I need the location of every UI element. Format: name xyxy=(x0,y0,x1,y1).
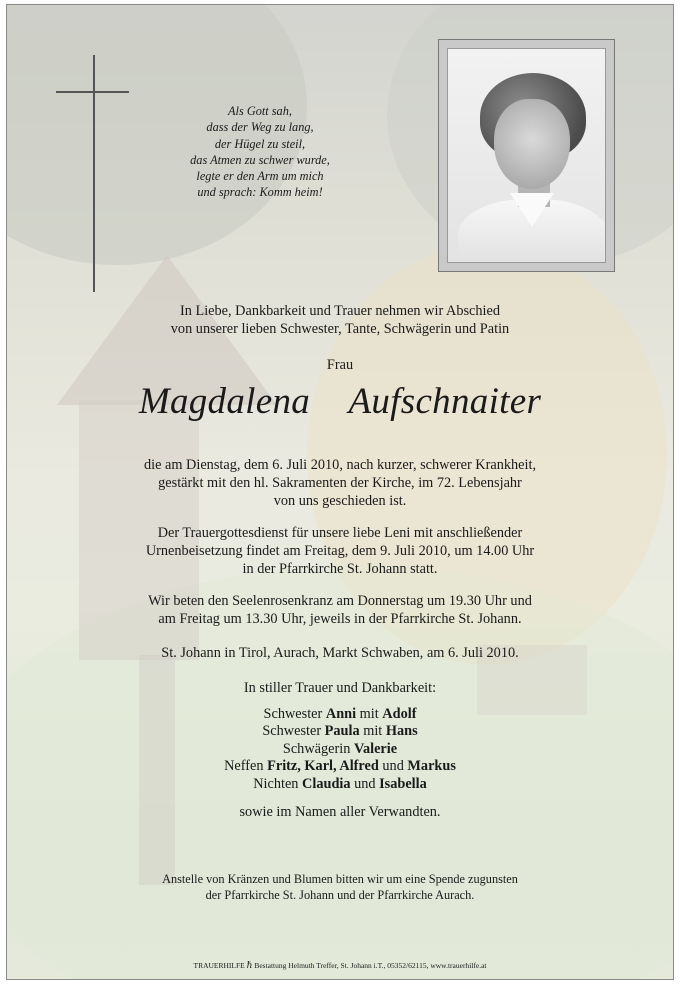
family-name: Valerie xyxy=(353,740,398,757)
funeral-line: in der Pfarrkirche St. Johann statt. xyxy=(242,561,438,577)
family-list xyxy=(0,706,680,793)
donation-line: der Pfarrkirche St. Johann und der Pfarrkirche Aurach. xyxy=(205,887,475,902)
family-relation: Schwester xyxy=(263,706,326,722)
family-line xyxy=(0,776,680,793)
family-relation: Nichten xyxy=(253,775,303,792)
family-name: Paula xyxy=(324,723,360,740)
donation-line: Anstelle von Kränzen und Blumen bitten wir um eine Spende zugunsten xyxy=(162,872,518,886)
death-notice-line: gestärkt mit den hl. Sakramenten der Kirche, im 72. Lebensjahr xyxy=(158,475,522,491)
family-name: Isabella xyxy=(379,775,427,792)
family-relation: Schwägerin xyxy=(282,740,354,757)
family-line xyxy=(0,723,680,740)
poem-line: der Hügel zu steil, xyxy=(214,136,306,151)
death-notice xyxy=(0,456,680,510)
family-connector: mit xyxy=(356,706,383,722)
family-name: Anni xyxy=(325,706,357,722)
family-name: Claudia xyxy=(302,775,351,792)
footer xyxy=(0,960,680,971)
portrait-photo xyxy=(447,48,606,263)
intro-line: von unserer lieben Schwester, Tante, Schwägerin und Patin xyxy=(170,321,510,337)
family-line xyxy=(0,706,680,723)
family-name: Fritz, Karl, Alfred xyxy=(267,758,379,775)
poem-line: Als Gott sah, xyxy=(228,104,292,118)
family-connector: und xyxy=(350,775,380,792)
footer-text: Bestattung Helmuth Treffer, St. Johann i.T., 05352/62115, www.trauerhilfe.at xyxy=(254,961,487,970)
funeral-line: Der Trauergottesdienst für unsere liebe Leni mit anschließender xyxy=(157,525,523,541)
family-line xyxy=(0,741,680,758)
intro-line: In Liebe, Dankbarkeit und Trauer nehmen wir Abschied xyxy=(179,303,500,319)
family-relation: Neffen xyxy=(224,758,268,775)
rosary-line: Wir beten den Seelenrosenkranz am Donnerstag um 19.30 Uhr und xyxy=(148,593,532,609)
family-relation: Schwester xyxy=(262,723,325,740)
family-name: Hans xyxy=(385,723,418,740)
family-name: Markus xyxy=(407,758,456,775)
footer-brand: TRAUERHILFE xyxy=(193,961,245,970)
portrait-frame xyxy=(438,39,615,272)
relatives-line: sowie im Namen aller Verwandten. xyxy=(239,804,441,820)
poem-line: legte er den Arm um mich xyxy=(196,169,324,184)
place-date: St. Johann in Tirol, Aurach, Markt Schwaben, am 6. Juli 2010. xyxy=(161,645,519,661)
intro-text xyxy=(0,302,680,338)
family-connector: mit xyxy=(359,723,386,740)
poem xyxy=(165,103,355,201)
deceased-name: Magdalena Aufschnaiter xyxy=(138,381,542,422)
family-name: Adolf xyxy=(382,706,417,722)
family-connector: und xyxy=(378,758,408,775)
rosary-line: am Freitag um 13.30 Uhr, jeweils in der Pfarrkirche St. Johann. xyxy=(158,611,522,627)
rosary-info xyxy=(0,592,680,628)
donation-request xyxy=(0,872,680,903)
portrait-collar xyxy=(510,193,554,227)
death-notice-line: von uns geschieden ist. xyxy=(273,493,407,509)
footer-logo-icon: ℏ xyxy=(246,960,253,970)
mourning-line: In stiller Trauer und Dankbarkeit: xyxy=(243,680,437,696)
funeral-line: Urnenbeisetzung findet am Freitag, dem 9. Juli 2010, um 14.00 Uhr xyxy=(145,543,535,559)
cross-icon-bar xyxy=(56,91,129,93)
poem-line: das Atmen zu schwer wurde, xyxy=(190,152,330,167)
family-line xyxy=(0,758,680,775)
salutation: Frau xyxy=(326,357,354,373)
death-notice-line: die am Dienstag, dem 6. Juli 2010, nach kurzer, schwerer Krankheit, xyxy=(143,457,537,473)
portrait-face xyxy=(494,99,570,189)
poem-line: und sprach: Komm heim! xyxy=(197,185,323,200)
funeral-info xyxy=(0,524,680,578)
poem-line: dass der Weg zu lang, xyxy=(206,120,314,135)
